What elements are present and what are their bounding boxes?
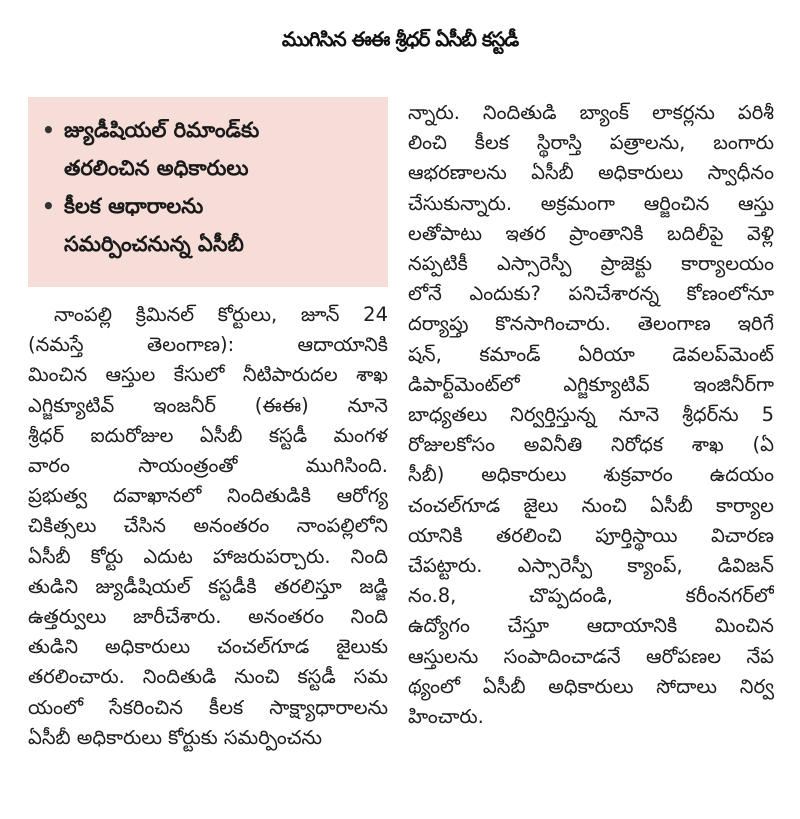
article-line: చేపట్టారు. ఎస్సారెస్పీ క్యాంప్, డివిజన్ (408, 554, 774, 578)
article-line: లించి కీలక స్థిరాస్తి పత్రాలను, బంగారు (408, 131, 774, 155)
article-line: ఏసీబీ కోర్టు ఎదుట హాజరుపర్చారు. నింది (28, 544, 388, 568)
article-line: చంచల్‌గూడ జైలు నుంచి ఏసీబీ కార్యాల (408, 493, 774, 517)
article-line: ప్రభుత్వ దవాఖానలో నిందితుడికి ఆరోగ్య (28, 484, 388, 508)
article-line: నాంపల్లి క్రిమినల్ కోర్టులు, జూన్ 24 (54, 303, 388, 326)
article-line: తుడిని జ్యుడీషియల్ కస్టడీకి తరలిస్తూ జడ్జి (28, 574, 388, 598)
article-line: ఏసీబీ అధికారులు కోర్టుకు సమర్పించను (28, 725, 322, 749)
article-line: యంలో సేకరించిన కీలక సాక్ష్యాధారాలను (28, 695, 388, 719)
article-line: వారం సాయంత్రంతో ముగిసింది. (28, 454, 388, 478)
highlight-box (28, 97, 388, 287)
article-line: శ్రీధర్ ఐదురోజుల ఏసీబీ కస్టడీ మంగళ (28, 423, 388, 447)
article-column-right (408, 98, 774, 732)
article-line: నం.8, చొప్పదండి, కరీంనగర్‌లో (408, 584, 774, 608)
article-line: లోనే ఎందుకు? పనిచేశారన్న కోణంలోనూ (408, 282, 774, 306)
article-line: ఉత్తర్వులు జారీచేశారు. అనంతరం నింది (28, 605, 388, 629)
article-line: నప్పటికీ ఎస్సారెస్పీ ప్రాజెక్టు కార్యాలయం (408, 252, 774, 276)
article-line: రోజులకోసం అవినీతి నిరోధక శాఖ (ఏ (408, 433, 774, 457)
highlight-bullet (42, 111, 380, 187)
article-line: దర్యాప్తు కొనసాగించారు. తెలంగాణ ఇరిగే (408, 312, 774, 336)
article-line: ఆస్తులను సంపాదించాడనే ఆరోపణల నేప (408, 644, 774, 668)
article-column-left (28, 300, 388, 753)
article-line: తుడిని అధికారులు చంచల్‌గూడ జైలుకు (28, 635, 388, 659)
article-line: ఆభరణాలను ఏసీబీ అధికారులు స్వాధీనం (408, 161, 774, 185)
article-line: సీబీ) అధికారులు శుక్రవారం ఉదయం (408, 463, 774, 487)
article-line: లతోపాటు ఇతర ప్రాంతానికి బదిలీపై వెళ్లి (408, 221, 774, 245)
bullet-dot-icon: • (42, 194, 55, 218)
article-line: మించిన ఆస్తుల కేసులో నీటిపారుదల శాఖ (28, 363, 388, 387)
bullet-dot-icon: • (42, 118, 55, 142)
highlight-line: సమర్పించనున్న ఏసీబీ (64, 232, 244, 256)
article-line: బాధ్యతలు నిర్వర్తిస్తున్న నూనె శ్రీధర్‌ను 5 (408, 403, 774, 427)
article-line: ఉద్యోగం చేస్తూ ఆదాయానికి మించిన (408, 614, 774, 638)
article-line: యానికి తరలించి పూర్తిస్థాయి విచారణ (408, 523, 774, 547)
article-line: న్నారు. నిందితుడి బ్యాంక్ లాకర్లను పరిశీ (408, 101, 774, 124)
highlight-bullet (42, 187, 380, 263)
article-line: (నమస్తే తెలంగాణ): ఆదాయానికి (28, 333, 388, 357)
article-line: షన్, కమాండ్ ఏరియా డెవలప్‌మెంట్ (408, 342, 774, 366)
article-line: హించారు. (408, 705, 484, 729)
article-line: చేసుకున్నారు. అక్రమంగా ఆర్జించిన ఆస్తు (408, 191, 774, 215)
article-line: తరలించారు. నిందితుడి నుంచి కస్టడీ సమ (28, 665, 388, 689)
article-line: థ్యంలో ఏసీబీ అధికారులు సోదాలు నిర్వ (408, 674, 774, 698)
highlight-line: జ్యుడీషియల్ రిమాండ్‌కు (64, 118, 260, 142)
article-line: డిపార్ట్‌మెంట్‌లో ఎగ్జిక్యూటివ్ ఇంజినీర్‌గా (408, 372, 774, 396)
highlight-line: తరలించిన అధికారులు (64, 156, 249, 180)
highlight-line: కీలక ఆధారాలను (64, 194, 204, 218)
headline: ముగిసిన ఈఈ శ్రీధర్ ఏసీబీ కస్టడీ (281, 26, 519, 51)
article-line: ఎగ్జిక్యూటివ్ ఇంజనీర్ (ఈఈ) నూనె (28, 393, 388, 417)
article-line: చికిత్సలు చేసిన అనంతరం నాంపల్లిలోని (28, 514, 388, 538)
